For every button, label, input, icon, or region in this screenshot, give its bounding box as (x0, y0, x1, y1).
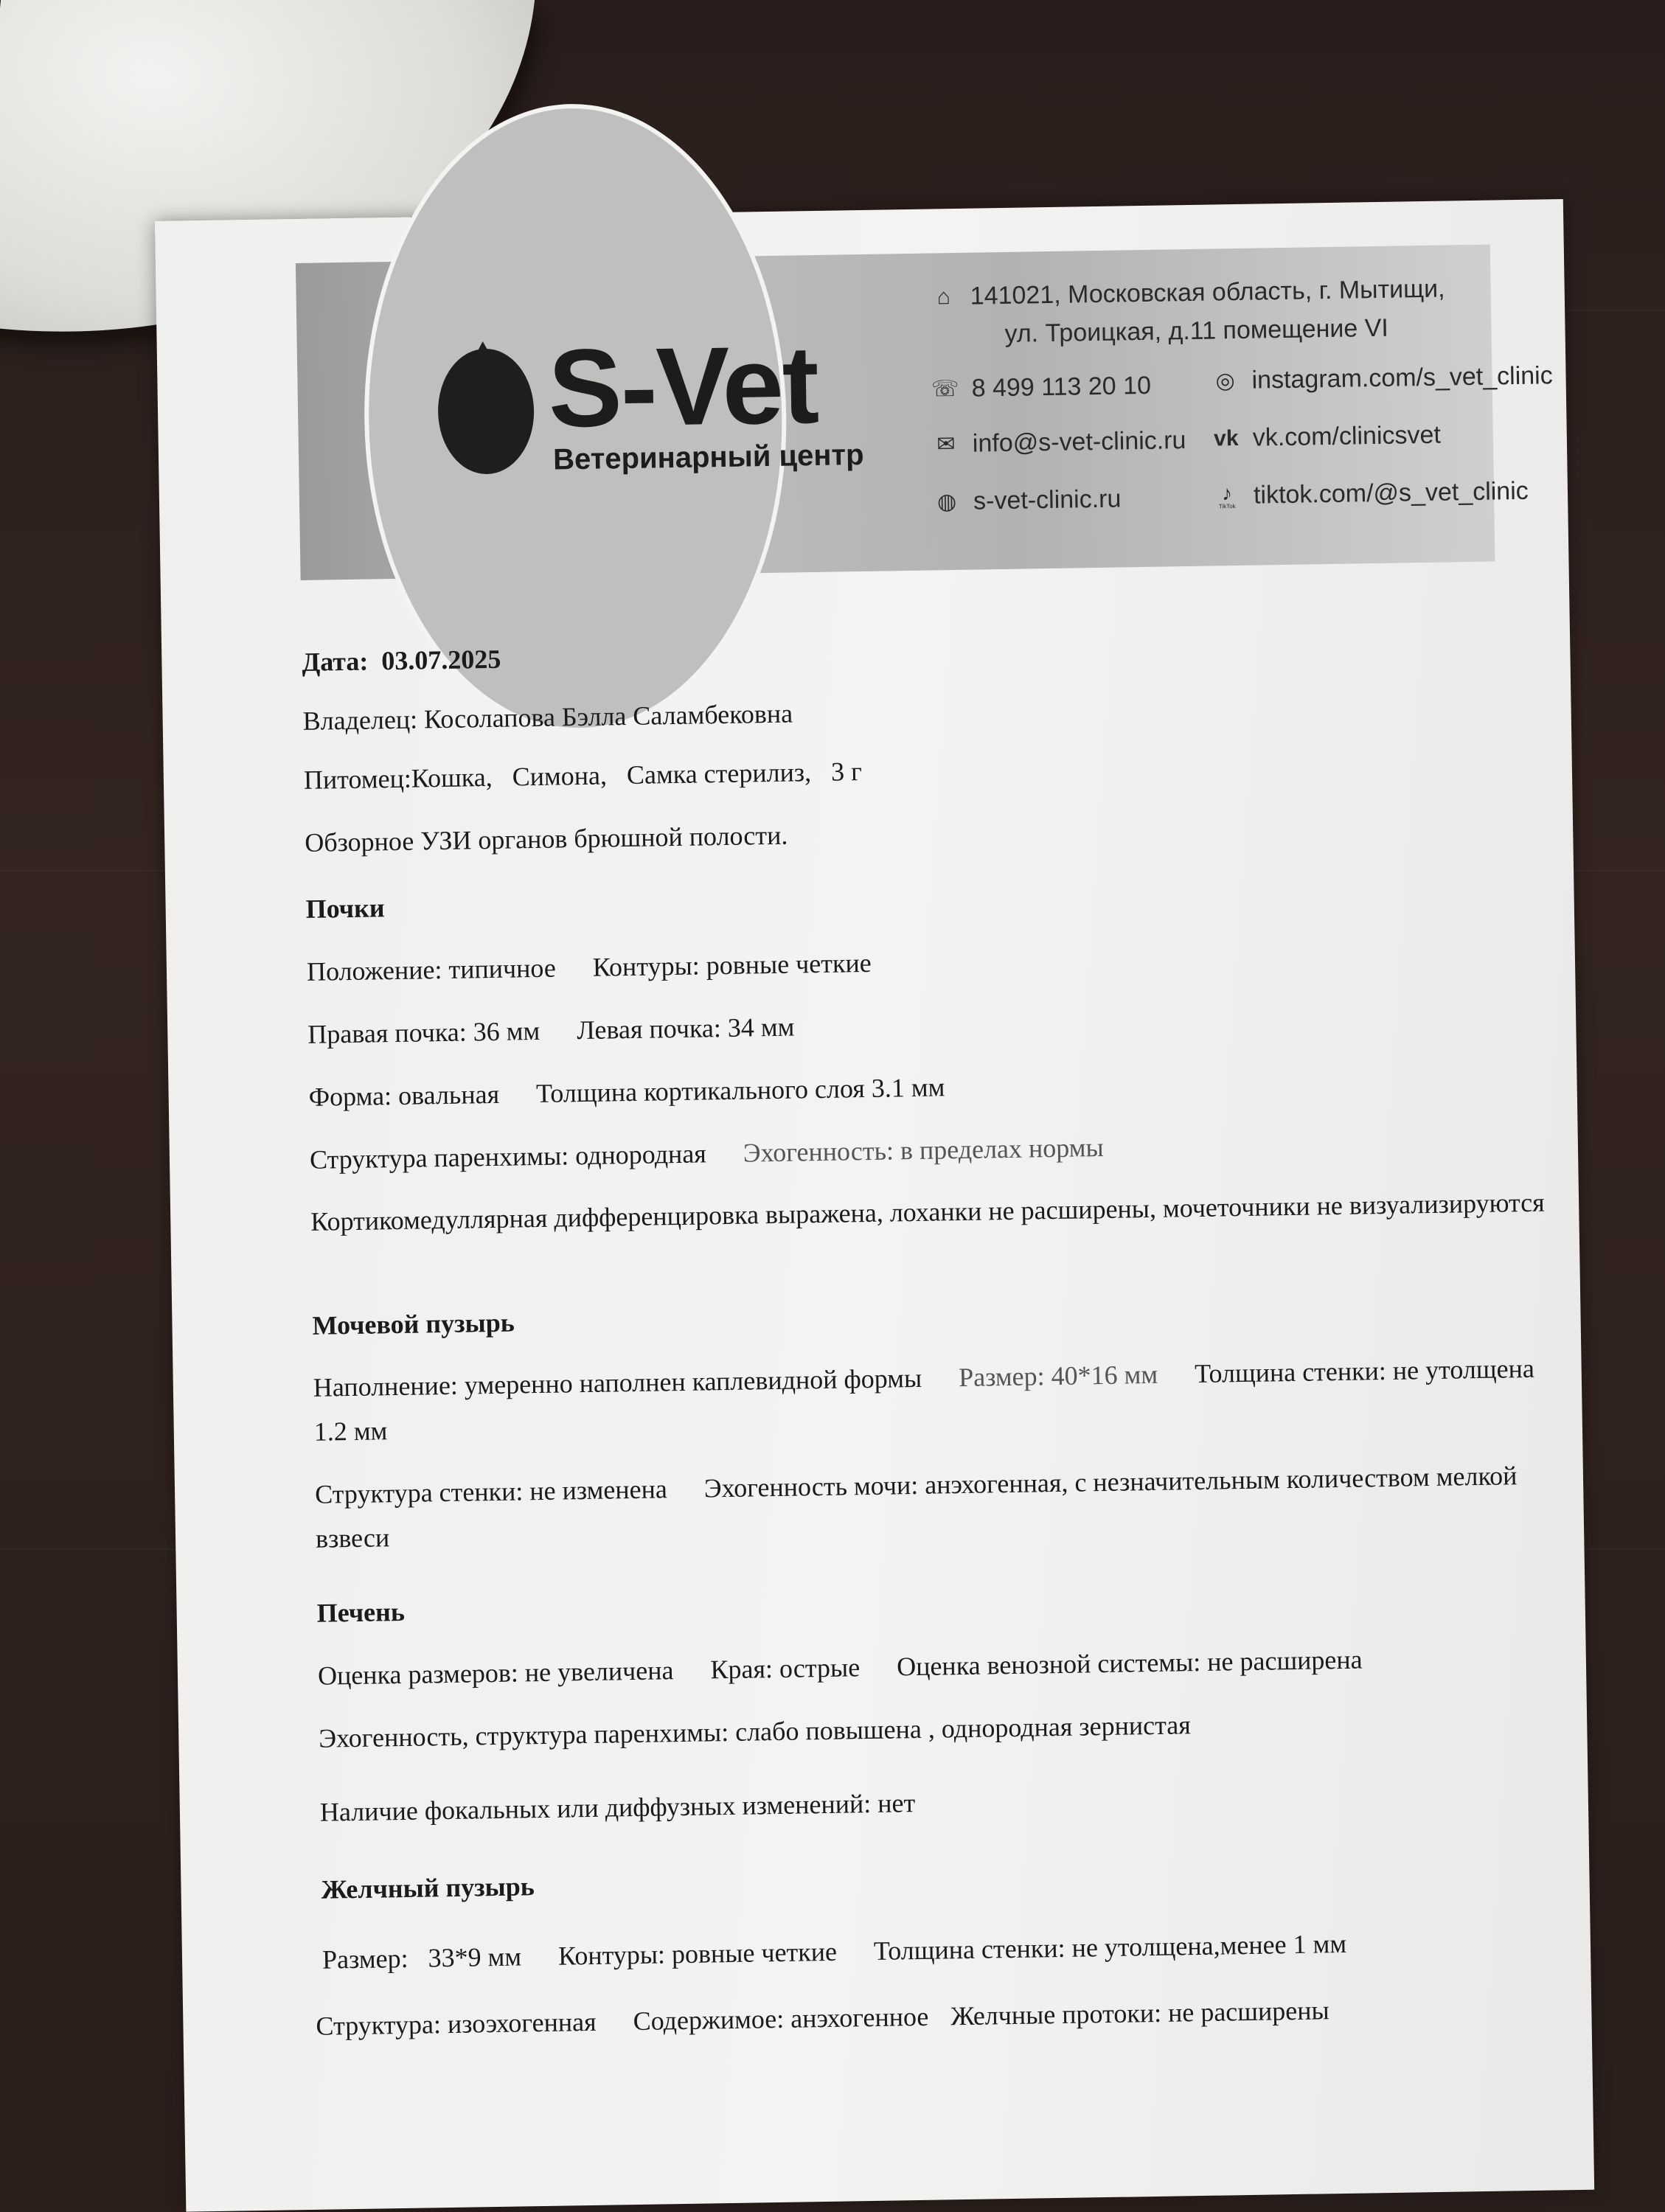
report-body (155, 199, 1594, 2212)
kidneys-size-row: Правая почка: 36 мм Левая почка: 34 мм (307, 1012, 795, 1049)
bladder-wall-row: Структура стенки: не изменена Эхогенность мочи: анэхогенная, с незначительным количеством мелкой взвеси (314, 1461, 1518, 1554)
instagram: ◎ instagram.com/s_vet_clinic (1212, 361, 1553, 395)
pet: Питомец:Кошка, Симона, Самка стерилиз, 3 г (303, 757, 863, 795)
kidneys-cmd: Кортикомедуллярная дифференцировка выражена, лоханки не расширены, мочеточники не визуализируются (310, 1187, 1545, 1237)
tiktok-icon: ♪ TikTok (1218, 481, 1236, 509)
report-date: Дата: 03.07.2025 (302, 644, 501, 677)
globe-icon: ◍ (936, 489, 957, 515)
vk: vk vk.com/clinicsvet (1213, 420, 1442, 452)
address-line-1: ⌂ 141021, Московская область, г. Мытищи, (930, 275, 1445, 312)
exam-title: Обзорное УЗИ органов брюшной полости. (304, 820, 788, 858)
owner: Владелец: Косолапова Бэлла Саламбековна (302, 698, 793, 736)
liver-focal: Наличие фокальных или диффузных изменений: нет (319, 1788, 916, 1827)
house-icon: ⌂ (936, 284, 951, 309)
kidneys-heading: Почки (305, 893, 385, 924)
tiktok-icon-label: TikTok (1218, 502, 1236, 509)
kidneys-shape-row: Форма: овальная Толщина кортикального слоя 3.1 мм (308, 1072, 945, 1112)
liver-size-row: Оценка размеров: не увеличена Края: острые Оценка венозной системы: не расширена (317, 1644, 1363, 1691)
instagram-icon: ◎ (1215, 369, 1235, 394)
gallbladder-heading: Желчный пузырь (321, 1871, 535, 1905)
email: ✉ info@s-vet-clinic.ru (933, 426, 1186, 459)
phone: ☏ 8 499 113 20 10 (931, 371, 1152, 403)
bladder-heading: Мочевой пузырь (312, 1307, 515, 1340)
liver-echo: Эхогенность, структура паренхимы: слабо повышена , однородная зернистая (319, 1710, 1192, 1753)
paper-sheet (155, 199, 1594, 2212)
tiktok: ♪ TikTok tiktok.com/@s_vet_clinic (1214, 477, 1529, 511)
phone-icon: ☏ (931, 376, 959, 402)
brand-subtitle: Ветеринарный центр (552, 438, 864, 476)
mail-icon: ✉ (936, 431, 956, 457)
gallbladder-size-row: Размер: 33*9 мм Контуры: ровные четкие Толщина стенки: не утолщена,менее 1 мм (321, 1928, 1347, 1975)
address-line-2: ул. Троицкая, д.11 помещение VI (1004, 313, 1389, 348)
bladder-filling-row: Наполнение: умеренно наполнен каплевидной формы Размер: 40*16 мм Толщина стенки: не утолщена 1.2 мм (313, 1353, 1535, 1447)
kidneys-position-row: Положение: типичное Контуры: ровные четкие (306, 947, 872, 987)
kidneys-structure-row: Структура паренхимы: однородная Эхогенность: в пределах нормы (309, 1132, 1104, 1175)
brand-name: S-Vet (547, 321, 819, 451)
website: ◍ s-vet-clinic.ru (934, 484, 1122, 516)
gallbladder-structure-row: Структура: изоэхогенная Содержимое: анэхогенное Желчные протоки: не расширены (316, 1995, 1329, 2041)
liver-heading: Печень (316, 1596, 406, 1628)
vk-icon: vk (1213, 425, 1239, 451)
